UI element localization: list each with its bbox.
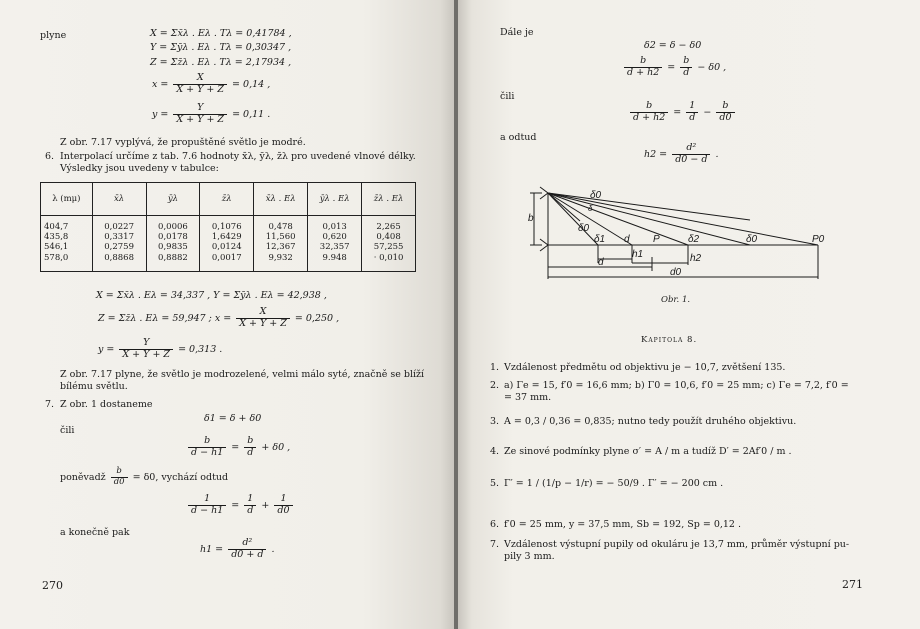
f1-frac1 <box>624 56 662 79</box>
answer-text: Γ′ = 1 / (1/p − 1/r) = − 50/9 . Γ′ = − 200 cm . <box>504 478 724 489</box>
label-delta-small: δ <box>588 204 593 213</box>
text-konecne: a konečně pak <box>60 527 130 538</box>
sum2-rhs: = 0,250 , <box>294 312 340 324</box>
label-delta0-top: δ0 <box>590 190 602 201</box>
answer-number: 4. <box>490 446 500 457</box>
cell: 0,620 <box>322 232 347 243</box>
label-delta1: δ1 <box>594 234 606 245</box>
results-table <box>40 182 416 272</box>
y-lhs: y = <box>152 108 169 120</box>
cell: 404,7 <box>44 222 69 232</box>
table-header: x̄λ <box>92 183 146 216</box>
answer-text: Vzdálenost předmětu od objektivu je − 10,7, zvětšení 135. <box>504 362 786 373</box>
f2-num3: b <box>716 101 734 113</box>
table-header: z̄λ <box>200 183 254 216</box>
h1-frac <box>228 538 266 561</box>
table-cell-lambda <box>41 216 93 272</box>
f2-frac2 <box>686 101 698 124</box>
h2-lhs: h2 = <box>644 148 668 160</box>
equation-x-fraction <box>152 73 270 96</box>
h2-end: . <box>715 148 719 160</box>
label-b: b <box>528 213 534 224</box>
e2-num2: b <box>244 436 256 448</box>
label-h2: h2 <box>690 253 702 264</box>
answer-number: 7. <box>490 539 500 550</box>
e2-equals: = <box>231 441 240 453</box>
h1-end: . <box>271 543 275 555</box>
f2-num2: 1 <box>686 101 698 113</box>
ray-to-h2 <box>548 193 688 245</box>
f2-frac1 <box>630 101 668 124</box>
answer-number: 1. <box>490 362 500 373</box>
f2-frac3 <box>716 101 734 124</box>
x-num: X <box>173 73 227 85</box>
h1-den: d0 + d <box>231 548 264 560</box>
cell: 578,0 <box>44 252 69 263</box>
cell: 0,013 <box>322 222 347 232</box>
e3-frac3 <box>274 494 292 517</box>
equation-reciprocal <box>186 494 295 517</box>
label-delta0-right: δ0 <box>746 234 758 245</box>
ponevadz-line <box>60 467 228 488</box>
label-P0: P0 <box>812 234 825 245</box>
sum2-lhs: Z = Σz̄λ . Eλ = 59,947 ; x = <box>98 312 232 324</box>
optics-diagram <box>520 185 830 281</box>
word-ponevadz: poněvadž <box>60 471 106 483</box>
item-6-line-2: Výsledky jsou uvedeny v tabulce: <box>60 163 219 174</box>
answer-text: pily 3 mm. <box>504 551 555 562</box>
right-page <box>458 0 920 629</box>
answer-text: A = 0,3 / 0,36 = 0,835; nutno tedy použít druhého objektivu. <box>504 416 797 427</box>
y2-num: Y <box>119 338 173 350</box>
answer-text: a) Γe = 15, f′0 = 16,6 mm; b) Γ0 = 10,6, f′0 = 25 mm; c) Γe = 7,2, f′0 = <box>504 380 849 391</box>
label-d: d <box>598 257 604 268</box>
equation-Y: Y = Σȳλ . Eλ . Tλ = 0,30347 , <box>150 42 292 53</box>
h1-lhs: h1 = <box>200 543 224 555</box>
table-cell-y <box>146 216 200 272</box>
f1-num: b <box>624 56 662 68</box>
equation-Z: Z = Σz̄λ . Eλ . Tλ = 2,17934 , <box>150 57 292 68</box>
y2-frac <box>119 338 173 361</box>
e3-num1: 1 <box>188 494 226 506</box>
answer-text: Vzdálenost výstupní pupily od okuláru je 13,7 mm, průměr výstupní pu- <box>504 539 850 550</box>
e3-plus: + <box>261 499 270 511</box>
y-num: Y <box>173 103 227 115</box>
cell: 0,2759 <box>104 242 134 253</box>
label-d-mark: d <box>624 234 630 245</box>
equation-delta1: δ1 = δ + δ0 <box>204 413 262 424</box>
cell: 0,0178 <box>158 232 188 243</box>
f1-num2: b <box>680 56 692 68</box>
cell: 1,6429 <box>211 232 242 243</box>
equation-y2 <box>98 338 222 361</box>
cell: 57,255 <box>373 242 404 253</box>
f1-den: d + h2 <box>627 66 660 78</box>
e3-equals: = <box>231 499 240 511</box>
y2-rhs: = 0,313 . <box>178 343 223 355</box>
h1-num: d² <box>228 538 266 550</box>
label-d0: d0 <box>670 267 682 278</box>
h2-frac <box>672 143 710 166</box>
label-h1: h1 <box>632 249 644 260</box>
table-cell-x <box>92 216 146 272</box>
cell: 0,3317 <box>104 232 134 243</box>
ray-to-P0 <box>548 193 818 245</box>
equation-b-over-d-h1 <box>186 436 290 459</box>
equation-h2 <box>644 143 718 166</box>
h2-num: d² <box>672 143 710 155</box>
e2-num1: b <box>188 436 226 448</box>
f1-den2: d <box>683 66 690 78</box>
f2-den2: d <box>689 111 696 123</box>
cell: 546,1 <box>44 242 69 253</box>
word-cili: čili <box>60 425 75 436</box>
y-frac <box>173 103 227 126</box>
cell: 435,8 <box>44 232 69 243</box>
equation-X: X = Σx̄λ . Eλ . Tλ = 0,41784 , <box>150 28 292 39</box>
table-cell-yE <box>308 216 362 272</box>
f2-equals: = <box>673 106 682 118</box>
item-6-line-1: Interpolací určíme z tab. 7.6 hodnoty x̄λ, ȳλ, z̄λ pro uvedené vlnové délky. <box>60 151 416 162</box>
table-header: λ (mμ) <box>41 183 93 216</box>
cell: 0,8882 <box>158 252 188 263</box>
f2-den3: d0 <box>719 111 732 123</box>
cell: · 0,010 <box>373 252 404 263</box>
para-2-line-1: Z obr. 7.17 plyne, že světlo je modrozelené, velmi málo syté, značně se blíží <box>60 369 425 380</box>
answer-number: 5. <box>490 478 500 489</box>
answer-number: 2. <box>490 380 500 391</box>
equation-sum-Z-x <box>98 307 339 330</box>
answer-text: f′0 = 25 mm, y = 37,5 mm, Sb = 192, Sp = 0,12 . <box>504 519 742 530</box>
label-P: P <box>653 234 660 245</box>
answer-number: 6. <box>490 519 500 530</box>
table-cell-zE <box>362 216 416 272</box>
answer-number: 3. <box>490 416 500 427</box>
table-cell-z <box>200 216 254 272</box>
answer-text: = 37 mm. <box>504 392 552 403</box>
word-cili-right: čili <box>500 91 515 102</box>
ray-parallel <box>548 193 750 220</box>
f2-minus: − <box>703 106 712 118</box>
e2-den1: d − h1 <box>191 446 224 458</box>
figure-caption: Obr. 1. <box>661 295 691 305</box>
equation-sums-XY: X = Σx̄λ . Eλ = 34,337 , Y = Σȳλ . Eλ = 42,938 , <box>96 290 327 301</box>
equation-y-fraction <box>152 103 270 126</box>
equation-h1 <box>200 538 274 561</box>
table-row <box>41 216 416 272</box>
e2-rhs: + δ0 , <box>261 441 291 453</box>
text-a-odtud: a odtud <box>500 132 537 143</box>
y-den: X + Y + Z <box>176 113 225 125</box>
label-delta2: δ2 <box>688 234 700 245</box>
equation-b-over-d-h2 <box>622 56 726 79</box>
e2-den2: d <box>247 446 254 458</box>
cell: 0,0124 <box>211 242 242 253</box>
cell: 0,8868 <box>104 252 134 263</box>
para-2-line-2: bílému světlu. <box>60 381 128 392</box>
cell: 0,478 <box>268 222 293 232</box>
f2-num: b <box>630 101 668 113</box>
x-lhs: x = <box>152 78 169 90</box>
pv-den: d0 <box>113 476 125 487</box>
equation-delta2: δ2 = δ − δ0 <box>644 40 702 51</box>
sum2-frac <box>236 307 290 330</box>
f1-equals: = <box>667 61 676 73</box>
y2-lhs: y = <box>98 343 115 355</box>
y-rhs: = 0,11 . <box>232 108 271 120</box>
f1-frac2 <box>680 56 692 79</box>
cell: 0,1076 <box>211 222 242 232</box>
e3-num2: 1 <box>244 494 256 506</box>
table-header: ȳλ . Eλ <box>308 183 362 216</box>
f2-den: d + h2 <box>633 111 666 123</box>
word-plyne: plyne <box>40 30 67 41</box>
item-7-number: 7. <box>45 399 55 410</box>
table-header-row <box>41 183 416 216</box>
table-cell-xE <box>254 216 308 272</box>
e3-frac2 <box>244 494 256 517</box>
cell: 0,0017 <box>211 252 242 263</box>
e2-frac2 <box>244 436 256 459</box>
x-frac <box>173 73 227 96</box>
cell: 32,357 <box>319 242 350 253</box>
cell: 9.948 <box>322 252 347 263</box>
cell: 2,265 <box>376 222 401 232</box>
item-6-number: 6. <box>45 151 55 162</box>
cell: 0,9835 <box>158 242 188 253</box>
text-line-1: Z obr. 7.17 vyplývá, že propuštěné světlo je modré. <box>60 137 306 148</box>
e2-frac1 <box>188 436 226 459</box>
e3-frac1 <box>188 494 226 517</box>
word-dale-je: Dále je <box>500 27 534 38</box>
e3-den3: d0 <box>277 504 290 516</box>
e3-den1: d − h1 <box>191 504 224 516</box>
table-header: x̄λ . Eλ <box>254 183 308 216</box>
table-header: z̄λ . Eλ <box>362 183 416 216</box>
x-rhs: = 0,14 , <box>232 78 271 90</box>
h2-den: d0 − d <box>675 153 708 165</box>
pv-rhs: = δ0, vychází odtud <box>132 471 229 483</box>
cell: 0,0227 <box>104 222 134 232</box>
page-number-right: 271 <box>842 578 863 591</box>
left-page <box>0 0 454 629</box>
sum2-den: X + Y + Z <box>239 317 287 329</box>
label-delta0-left: δ0 <box>578 223 590 234</box>
page-number-left: 270 <box>42 579 63 592</box>
x-den: X + Y + Z <box>176 83 225 95</box>
table-header: ȳλ <box>146 183 200 216</box>
pv-frac <box>111 467 128 488</box>
y2-den: X + Y + Z <box>122 348 171 360</box>
sum2-num: X <box>236 307 290 319</box>
cell: 9,932 <box>268 252 293 263</box>
e3-den2: d <box>247 504 254 516</box>
cell: 0,0006 <box>158 222 188 232</box>
e3-num3: 1 <box>274 494 292 506</box>
answer-text: Ze sinové podmínky plyne σ′ = A / m a tudíž D′ = 2Af′0 / m . <box>504 446 792 457</box>
pv-num: b <box>111 467 128 478</box>
cell: 0,408 <box>376 232 401 243</box>
cell: 11,560 <box>265 232 296 243</box>
f1-rhs: − δ0 , <box>697 61 727 73</box>
cell: 12,367 <box>265 242 296 253</box>
item-7-text: Z obr. 1 dostaneme <box>60 399 153 410</box>
equation-reciprocal-2 <box>628 101 737 124</box>
chapter-heading: Kapitola 8. <box>641 335 698 345</box>
